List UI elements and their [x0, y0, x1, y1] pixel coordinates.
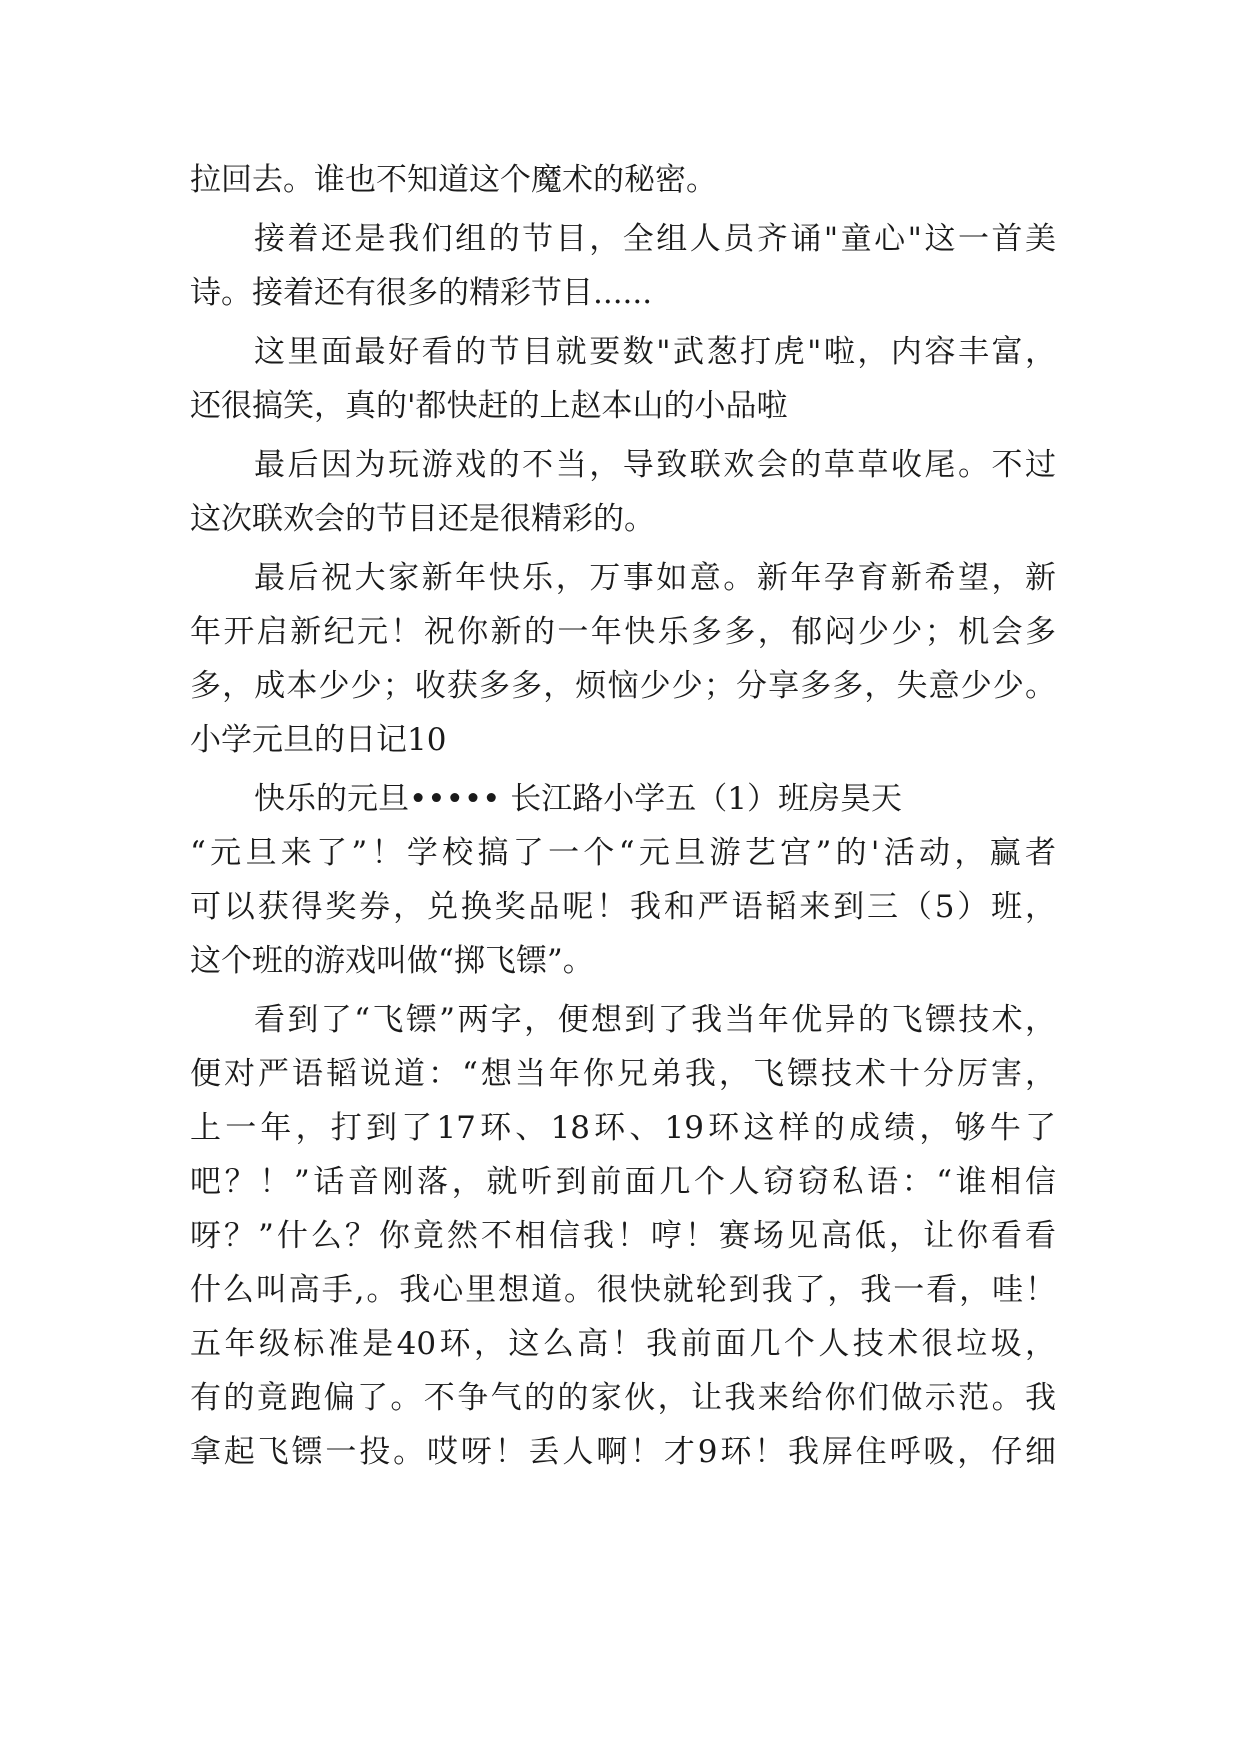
- text-line: 便对严语韬说道：“想当年你兄弟我，飞镖技术十分厉害，: [190, 1056, 1056, 1092]
- text-line: 拿起飞镖一投。哎呀！丢人啊！才9环！我屏住呼吸，仔细: [190, 1434, 1056, 1470]
- text-line: 拉回去。谁也不知道这个魔术的秘密。: [190, 162, 717, 198]
- text-line: 接着还是我们组的节目，全组人员齐诵"童心"这一首美: [254, 221, 1056, 257]
- text-line: 上一年，打到了17环、18环、19环这样的成绩，够牛了: [190, 1110, 1056, 1146]
- text-line: 快乐的元旦••••• 长江路小学五（1）班房昊天: [254, 781, 903, 817]
- text-line: 诗。接着还有很多的精彩节目......: [190, 275, 653, 311]
- text-line: “元旦来了”！学校搞了一个“元旦游艺宫”的'活动，赢者: [190, 835, 1056, 871]
- text-line: 这次联欢会的节目还是很精彩的。: [190, 501, 655, 537]
- text-line: 这个班的游戏叫做“掷飞镖”。: [190, 943, 594, 979]
- text-line: 可以获得奖券，兑换奖品呢！我和严语韬来到三（5）班，: [190, 889, 1056, 925]
- text-line: 这里面最好看的节目就要数"武葱打虎"啦，内容丰富，: [254, 334, 1056, 370]
- text-line: 最后因为玩游戏的不当，导致联欢会的草草收尾。不过: [254, 447, 1056, 483]
- text-line: 呀？”什么？你竟然不相信我！哼！赛场见高低，让你看看: [190, 1218, 1056, 1254]
- text-line: 还很搞笑，真的'都快赶的上赵本山的小品啦: [190, 388, 788, 424]
- text-line: 有的竟跑偏了。不争气的的家伙，让我来给你们做示范。我: [190, 1380, 1056, 1416]
- text-line: 年开启新纪元！祝你新的一年快乐多多，郁闷少少；机会多: [190, 614, 1056, 650]
- text-line: 吧？！”话音刚落，就听到前面几个人窃窃私语：“谁相信: [190, 1164, 1056, 1200]
- text-line: 看到了“飞镖”两字，便想到了我当年优异的飞镖技术，: [254, 1002, 1056, 1038]
- text-line: 五年级标准是40环，这么高！我前面几个人技术很垃圾，: [190, 1326, 1056, 1362]
- text-line: 什么叫高手,。我心里想道。很快就轮到我了，我一看，哇！: [190, 1272, 1056, 1308]
- text-line: 多，成本少少；收获多多，烦恼少少；分享多多，失意少少。: [190, 668, 1056, 704]
- section-heading: 小学元旦的日记10: [190, 722, 447, 758]
- text-line: 最后祝大家新年快乐，万事如意。新年孕育新希望，新: [254, 560, 1056, 596]
